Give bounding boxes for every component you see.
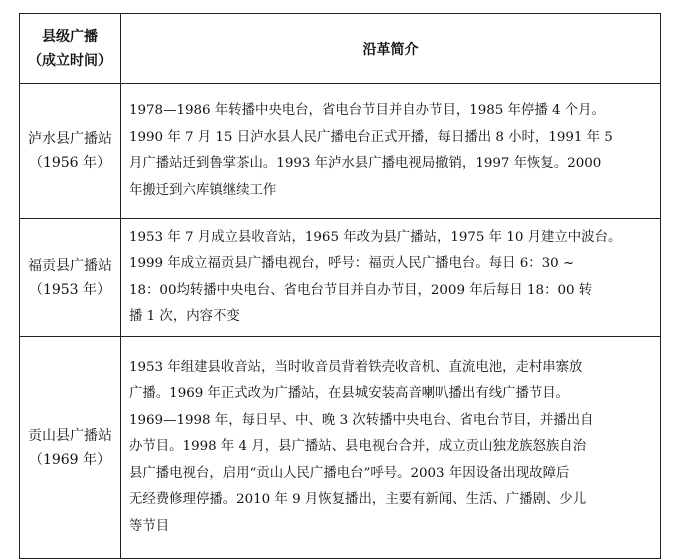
history-line: 18：00均转播中央电台、省电台节目并自办节目，2009 年后每日 18：00 转: [129, 282, 593, 298]
station-name: 福贡县广播站: [28, 257, 112, 274]
history-line: 月广播站迁到鲁掌茶山。1993 年泸水县广播电视局撤销，1997 年恢复。2000: [129, 156, 602, 171]
history-line: 办节目。1998 年 4 月，县广播站、县电视台合并，成立贡山独龙族怒族自治: [129, 439, 587, 455]
history-line: 广播。1969 年正式改为广播站，在县城安装高音喇叭播出有线广播节目。: [129, 386, 570, 402]
table-row: [20, 337, 661, 559]
header-founded-label: （成立时间）: [28, 52, 112, 69]
table-row: [20, 84, 661, 219]
history-cell: [121, 219, 661, 337]
station-name: 泸水县广播站: [28, 131, 112, 147]
station-year: （1969 年）: [28, 451, 112, 468]
history-line: 1953 年 7 月成立县收音站，1965 年改为县广播站，1975 年 10 月建立中波台。: [129, 229, 622, 245]
header-history-column: 沿革简介: [121, 14, 661, 84]
history-cell: [121, 84, 661, 219]
history-line: 播 1 次，内容不变: [129, 309, 240, 324]
history-line: 1978—1986 年转播中央电台，省电台节目并自办节目，1985 年停播 4 个月。: [129, 103, 605, 118]
table-header-row: [20, 14, 661, 84]
history-line: 等节目: [129, 518, 170, 534]
header-station-column: [20, 14, 121, 84]
history-cell: [121, 337, 661, 559]
history-line: 无经费修理停播。2010 年 9 月恢复播出，主要有新闻、生活、广播剧、少儿: [129, 492, 587, 508]
history-line: 县广播电视台，启用“贡山人民广播电台”呼号。2003 年因设备出现故障后: [129, 465, 570, 481]
station-name: 贡山县广播站: [28, 427, 112, 444]
station-year: （1956 年）: [28, 155, 112, 171]
station-year: （1953 年）: [28, 281, 112, 298]
history-line: 1999 年成立福贡县广播电视台，呼号：福贡人民广播电台。每日 6：30 ~: [129, 256, 575, 271]
header-station-label: 县级广播: [42, 28, 98, 45]
station-history-table: [19, 13, 661, 559]
history-line: 1953 年组建县收音站，当时收音员背着铁壳收音机、直流电池，走村串寨放: [129, 359, 583, 375]
history-line: 年搬迁到六库镇继续工作: [129, 182, 277, 198]
station-cell: [20, 337, 121, 559]
history-line: 1969—1998 年，每日早、中、晚 3 次转播中央电台、省电台节目，并播出自: [129, 412, 594, 428]
station-cell: [20, 219, 121, 337]
history-line: 1990 年 7 月 15 日泸水县人民广播电台正式开播，每日播出 8 小时，1991 年 5: [129, 129, 613, 145]
station-cell: [20, 84, 121, 219]
table-row: [20, 219, 661, 337]
